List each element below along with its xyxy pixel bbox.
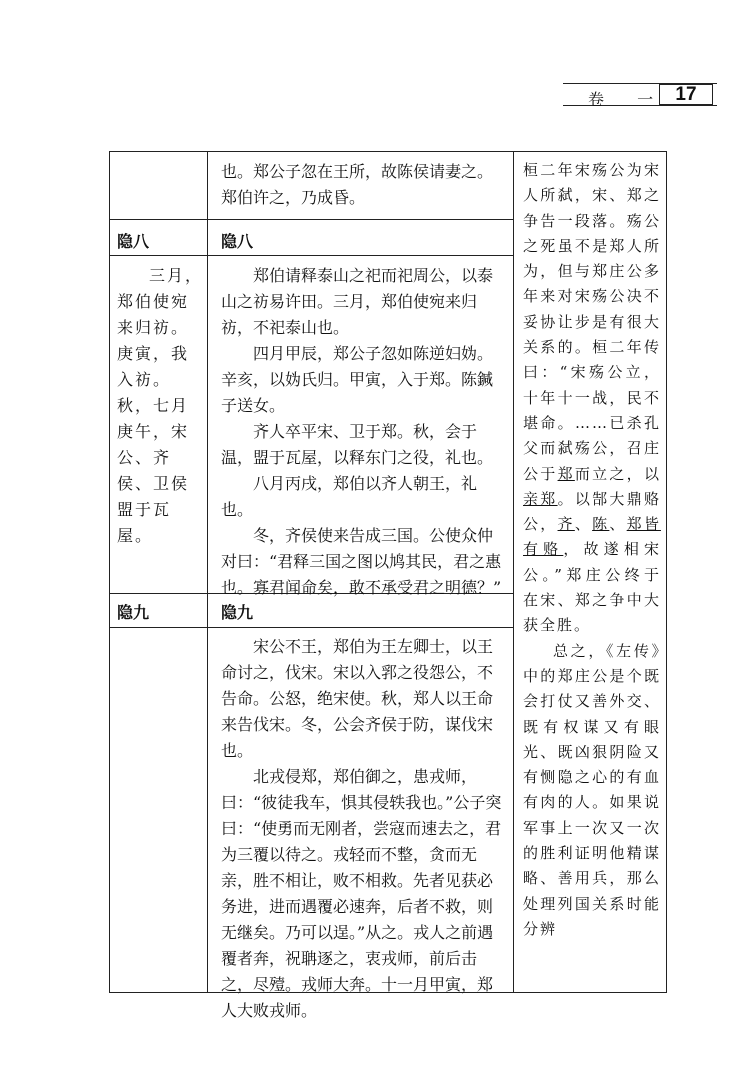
paragraph: 八月丙戌，郑伯以齐人朝王，礼也。 bbox=[221, 474, 478, 519]
underlined-term: 陈 bbox=[592, 515, 610, 534]
underlined-term: 有赂 bbox=[523, 540, 564, 559]
underlined-term: 郑皆 bbox=[626, 515, 661, 534]
underlined-term: 齐 bbox=[557, 515, 575, 534]
column-divider-2 bbox=[513, 151, 514, 993]
page-number: 17 bbox=[675, 84, 697, 105]
label-yin8-left: 隐八 bbox=[117, 232, 150, 251]
paragraph: 北戎侵郑，郑伯御之，患戎师，曰：“彼徒我车，惧其侵轶我也。”公子突曰：“使勇而无刚者，尝寇而速去之，君为三覆以待之。戎轻而不整，贪而无亲，胜不相让，败不相救。先者见获必务进，进而遇覆必速奔，后者不救，则无继矣。乃可以逞。”从之。戎人之前遇覆者奔，祝聃逐之，衷戎师，前后击之，尽殪。戎师大奔。十一月甲寅，郑人大败戎师。 bbox=[221, 767, 502, 1020]
page-number-box bbox=[659, 84, 713, 105]
commentary-paragraph-2: 总之，《左传》中的郑庄公是个既会打仗又善外交、既有权谋又有眼光、既凶狠阴险又有恻隐之心的有血有肉的人。如果说军事上一次又一次的胜利证明他精谋略、善用兵，那么处理列国关系时能分辨 bbox=[523, 641, 661, 938]
continuation-text: 也。郑公子忽在王所，故陈侯请妻之。郑伯许之，乃成昏。 bbox=[221, 162, 494, 207]
row-divider-d bbox=[109, 627, 513, 628]
underlined-term: 亲郑 bbox=[523, 489, 558, 508]
zhuan-text-yin9 bbox=[221, 634, 505, 1024]
column-divider-1 bbox=[207, 151, 208, 993]
table-border-top bbox=[109, 151, 667, 152]
jing-text-yin8: 三月，郑伯使宛来归祊。庚寅，我入祊。秋，七月庚午，宋公、齐侯、卫侯盟于瓦屋。 bbox=[117, 266, 204, 545]
annotation-table bbox=[109, 151, 667, 1020]
commentary-paragraph-1: 桓二年宋殇公为宋人所弑，宋、郑之争告一段落。殇公之死虽不是郑人所为，但与郑庄公多年来对宋殇公决不妥协让步是有很大关系的。桓二年传曰：“宋殇公立，十年十一战，民不堪命。……已杀孔父而弑殇公，召庄公于郑而立之，以亲郑。以郜大鼎赂公，齐、陈、郑皆有赂，故遂相宋公。”郑庄公终于在宋、郑之争中大获全胜。 bbox=[523, 161, 661, 635]
table-border-right bbox=[666, 151, 667, 993]
paragraph: 齐人卒平宋、卫于郑。秋，会于温，盟于瓦屋，以释东门之役，礼也。 bbox=[221, 422, 494, 467]
table-border-left bbox=[109, 151, 110, 993]
paragraph: 四月甲辰，郑公子忽如陈逆妇妫。辛亥，以妫氏归。甲寅，入于郑。陈鍼子送女。 bbox=[221, 344, 494, 415]
label-yin8-right: 隐八 bbox=[221, 232, 254, 251]
volume-label: 卷 一 bbox=[588, 90, 668, 109]
zhuan-text-yin8 bbox=[221, 263, 505, 601]
commentary-column bbox=[523, 158, 661, 942]
row-divider-b bbox=[109, 255, 513, 256]
underlined-term: 郑 bbox=[557, 464, 575, 483]
paragraph: 郑伯请释泰山之祀而祀周公，以泰山之祊易许田。三月，郑伯使宛来归祊，不祀泰山也。 bbox=[221, 266, 494, 337]
paragraph: 冬，齐侯使来告成三国。公使众仲对曰：“君释三国之图以鸠其民，君之惠也。寡君闻命矣，敢不承受君之明德？” bbox=[221, 526, 502, 597]
paragraph: 宋公不王，郑伯为王左卿士，以王命讨之，伐宋。宋以入郛之役怨公，不告命。公怒，绝宋使。秋，郑人以王命来告伐宋。冬，公会齐侯于防，谋伐宋也。 bbox=[221, 637, 494, 760]
label-yin9-right: 隐九 bbox=[221, 603, 254, 622]
row-divider-a bbox=[109, 219, 513, 220]
label-yin9-left: 隐九 bbox=[117, 603, 150, 622]
